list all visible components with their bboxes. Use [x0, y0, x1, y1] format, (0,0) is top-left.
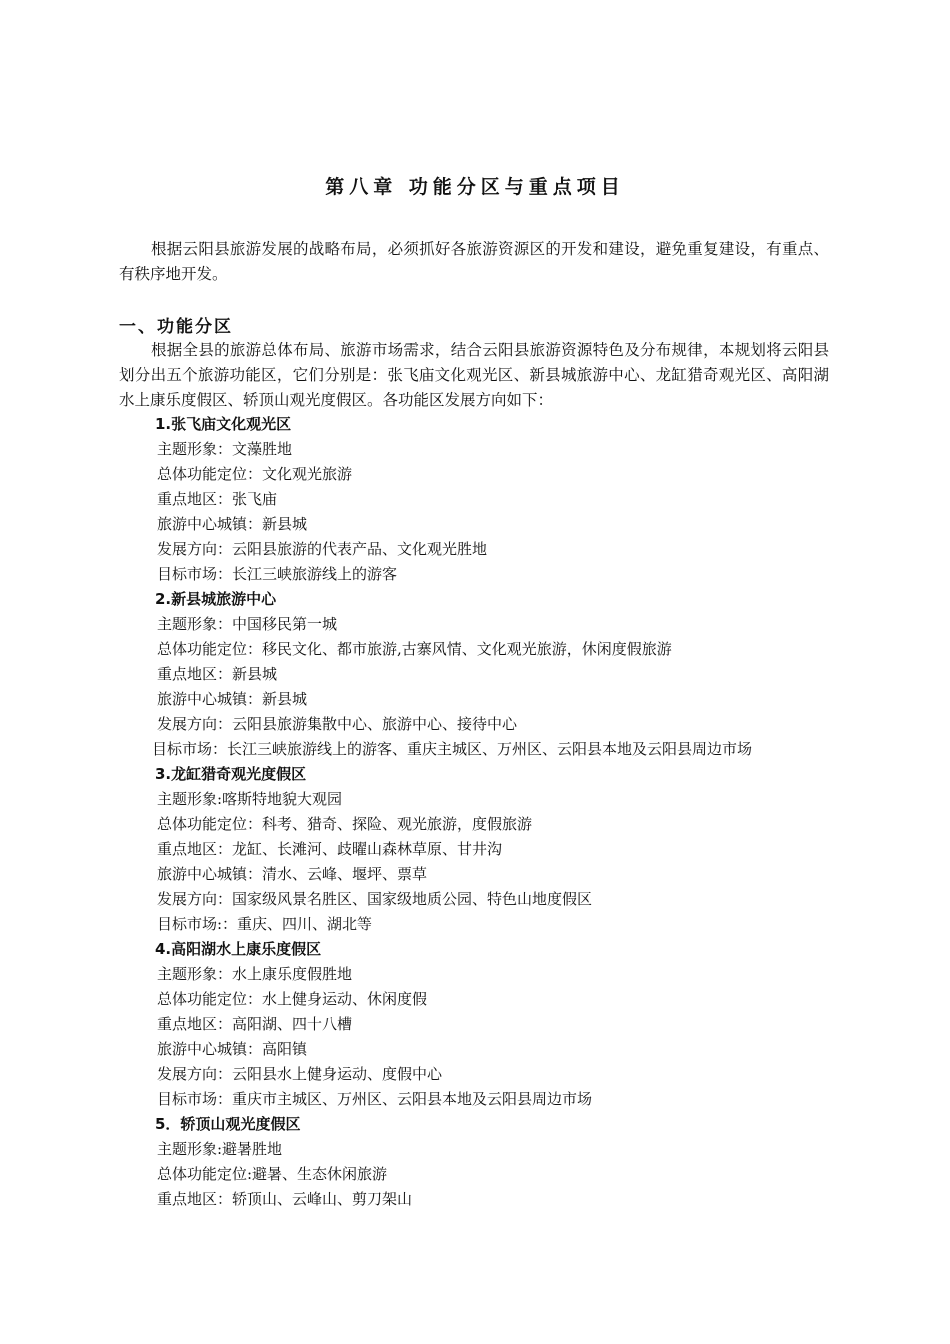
zones-intro-paragraph: 根据全县的旅游总体布局、旅游市场需求，结合云阳县旅游资源特色及分布规律，本规划将云阳县划分出五个旅游功能区，它们分别是：张飞庙文化观光区、新县城旅游中心、龙缸猎奇观光区、高阳湖水上康乐度假区、轿顶山观光度假区。各功能区发展方向如下： — [119, 341, 829, 409]
zone-list — [0, 412, 950, 1212]
zone-attribute: 旅游中心城镇：新县城 — [157, 515, 308, 533]
section-title: 一、功能分区 — [119, 317, 233, 337]
zone-attribute: 主题形象：中国移民第一城 — [157, 615, 338, 633]
zone-attribute: 重点地区：新县城 — [157, 665, 278, 683]
zone-heading: 5．轿顶山观光度假区 — [155, 1115, 301, 1133]
zone-attribute: 主题形象：水上康乐度假胜地 — [157, 965, 353, 983]
zone-attribute: 总体功能定位:避暑、生态休闲旅游 — [157, 1165, 388, 1183]
zone-attribute: 旅游中心城镇：新县城 — [157, 690, 308, 708]
zone-attribute: 重点地区：轿顶山、云峰山、剪刀架山 — [157, 1190, 413, 1208]
zone-attribute: 目标市场：重庆市主城区、万州区、云阳县本地及云阳县周边市场 — [157, 1090, 593, 1108]
zone-heading: 1.张飞庙文化观光区 — [155, 415, 292, 433]
zone-attribute: 旅游中心城镇：清水、云峰、堰坪、票草 — [157, 865, 428, 883]
zone-heading: 2.新县城旅游中心 — [155, 590, 277, 608]
zone-attribute: 发展方向：云阳县旅游集散中心、旅游中心、接待中心 — [157, 715, 518, 733]
zone-attribute: 总体功能定位：科考、猎奇、探险、观光旅游，度假旅游 — [157, 815, 533, 833]
zone-heading: 4.高阳湖水上康乐度假区 — [155, 940, 322, 958]
zone-attribute: 主题形象:喀斯特地貌大观园 — [157, 790, 343, 808]
zone-attribute: 发展方向：国家级风景名胜区、国家级地质公园、特色山地度假区 — [157, 890, 593, 908]
zone-attribute: 目标市场:：重庆、四川、湖北等 — [157, 915, 373, 933]
chapter-title: 第八章 功能分区与重点项目 — [325, 176, 625, 198]
zone-attribute: 目标市场：长江三峡旅游线上的游客 — [157, 565, 398, 583]
zone-heading: 3.龙缸猎奇观光度假区 — [155, 765, 307, 783]
zone-attribute: 主题形象:避暑胜地 — [157, 1140, 283, 1158]
zone-attribute: 重点地区：龙缸、长滩河、歧曜山森林草原、甘井沟 — [157, 840, 503, 858]
zone-attribute: 重点地区：张飞庙 — [157, 490, 278, 508]
zone-attribute: 总体功能定位：文化观光旅游 — [157, 465, 353, 483]
zone-attribute: 目标市场：长江三峡旅游线上的游客、重庆主城区、万州区、云阳县本地及云阳县周边市场 — [152, 740, 753, 758]
zone-attribute: 发展方向：云阳县水上健身运动、度假中心 — [157, 1065, 443, 1083]
zone-attribute: 总体功能定位：水上健身运动、休闲度假 — [157, 990, 428, 1008]
intro-paragraph: 根据云阳县旅游发展的战略布局，必须抓好各旅游资源区的开发和建设，避免重复建设，有重点、有秩序地开发。 — [119, 240, 829, 283]
zone-attribute: 总体功能定位：移民文化、都市旅游,古寨风情、文化观光旅游，休闲度假旅游 — [157, 640, 672, 658]
zone-attribute: 主题形象：文藻胜地 — [157, 440, 293, 458]
zone-attribute: 发展方向：云阳县旅游的代表产品、文化观光胜地 — [157, 540, 488, 558]
zone-attribute: 旅游中心城镇：高阳镇 — [157, 1040, 308, 1058]
zone-attribute: 重点地区：高阳湖、四十八槽 — [157, 1015, 353, 1033]
